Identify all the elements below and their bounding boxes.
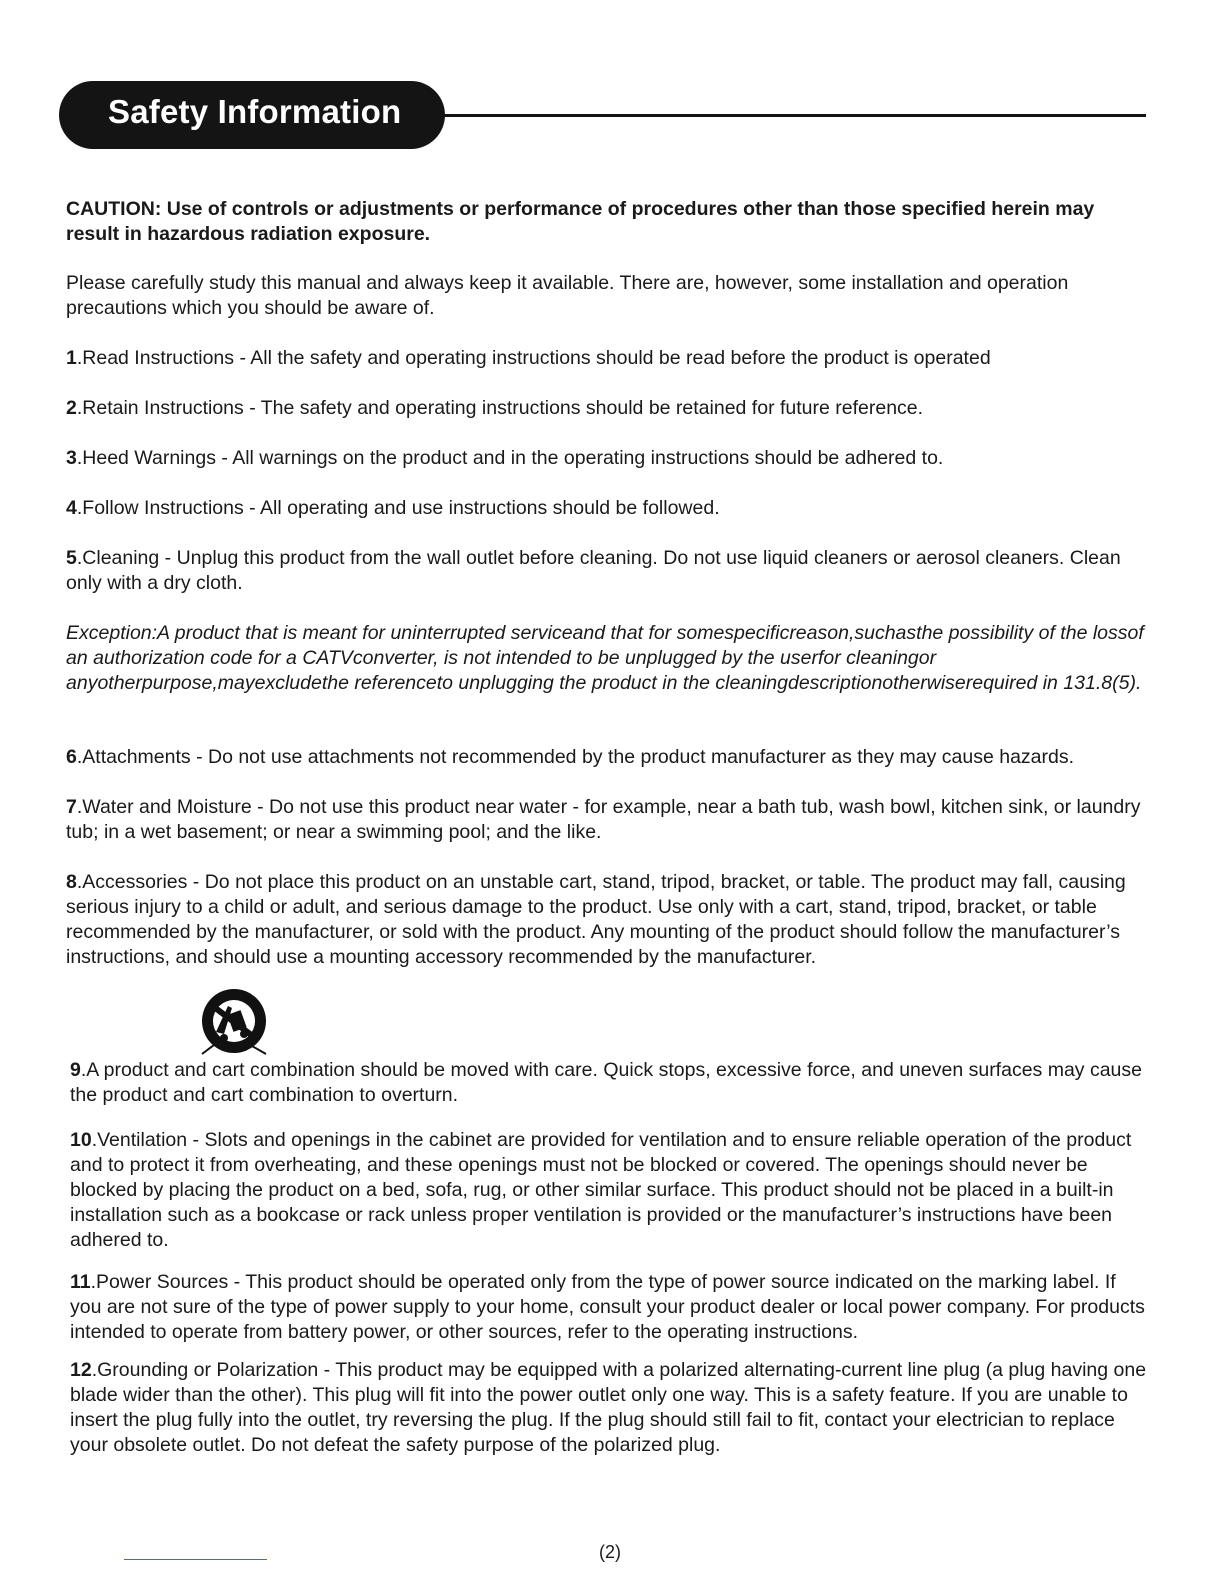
list-item	[70, 1128, 1148, 1253]
item-number: 2	[66, 397, 77, 419]
item-text: .Grounding or Polarization - This product may be equipped with a polarized alternating-current line plug (a plug having one blade wider than the other). This plug will fit into the power outlet only one way. This is a safety feature. If you are unable to insert the plug fully into the outlet, try reversing the plug. If the plug should still fail to fit, contact your electrician to replace your obsolete outlet. Do not defeat the safety purpose of the polarized plug.	[70, 1359, 1147, 1456]
item-number: 4	[66, 497, 77, 519]
item-number: 8	[66, 871, 77, 893]
list-item	[66, 870, 1148, 970]
item-text: .Power Sources - This product should be operated only from the type of power source indicated on the marking label. If you are not sure of the type of power supply to your home, consult your product dealer or local power company. For products intended to operate from battery power, or other sources, refer to the operating instructions.	[70, 1271, 1145, 1343]
item-text: .A product and cart combination should be moved with care. Quick stops, excessive force, and uneven surfaces may cause the product and cart combination to overturn.	[70, 1059, 1143, 1106]
item-number: 5	[66, 547, 77, 569]
item-number: 10	[70, 1129, 92, 1151]
item-number: 3	[66, 447, 77, 469]
list-item	[66, 396, 1148, 421]
item-text: .Read Instructions - All the safety and operating instructions should be read before the product is operated	[76, 347, 991, 369]
header-rule	[440, 114, 1146, 117]
cart-warning-icon	[188, 988, 280, 1058]
list-item	[66, 496, 1148, 521]
item-text: .Accessories - Do not place this product on an unstable cart, stand, tripod, bracket, or table. The product may fall, causing serious injury to a child or adult, and serious damage to the product. Use only with a cart, stand, tripod, bracket, or table recommended by the manufacturer, or sold with the product. Any mounting of the product should follow the manufacturer’s instructions, and should use a mounting accessory recommended by the manufacturer.	[66, 871, 1126, 968]
list-item	[70, 1358, 1148, 1458]
list-item	[66, 795, 1148, 845]
section-title: Safety Information	[108, 93, 402, 130]
item-text: .Ventilation - Slots and openings in the cabinet are provided for ventilation and to ensure reliable operation of the product and to protect it from overheating, and these openings must not be blocked or covered. The openings should never be blocked by placing the product on a bed, sofa, rug, or other similar surface. This product should not be placed in a built-in installation such as a bookcase or rack unless proper ventilation is provided or the manufacturer’s instructions have been adhered to.	[70, 1129, 1132, 1251]
item-number: 12	[70, 1359, 92, 1381]
footer-rule	[124, 1559, 267, 1560]
intro-paragraph: Please carefully study this manual and always keep it available. There are, however, some installation and operation precautions which you should be aware of.	[66, 272, 1069, 319]
item-number: 1	[66, 347, 77, 369]
item-text: .Follow Instructions - All operating and use instructions should be followed.	[76, 497, 720, 519]
item-number: 9	[70, 1059, 81, 1081]
list-item	[66, 745, 1148, 770]
list-item	[66, 446, 1148, 471]
item-text: .Retain Instructions - The safety and operating instructions should be retained for future reference.	[76, 397, 924, 419]
caution-notice: CAUTION: Use of controls or adjustments or performance of procedures other than those specified herein may result in hazardous radiation exposure.	[66, 198, 1095, 245]
item-number: 6	[66, 746, 77, 768]
item-number: 7	[66, 796, 77, 818]
item-text: .Water and Moisture - Do not use this product near water - for example, near a bath tub, wash bowl, kitchen sink, or laundry tub; in a wet basement; or near a swimming pool; and the like.	[66, 796, 1141, 843]
item-text: .Heed Warnings - All warnings on the product and in the operating instructions should be adhered to.	[76, 447, 944, 469]
exception-note: Exception:A product that is meant for uninterrupted serviceand that for somespecificreason,suchasthe possibility of the lossof an authorization code for a CATVconverter, is not intended to be unplugged by the userfor cleaningor anyotherpurpose,mayexcludethe referenceto unplugging the product in the cleaningdescriptionotherwiserequired in 131.8(5).	[66, 622, 1144, 694]
list-item	[66, 346, 1148, 371]
page-number: (2)	[599, 1542, 621, 1562]
item-text: .Attachments - Do not use attachments not recommended by the product manufacturer as they may cause hazards.	[76, 746, 1075, 768]
list-item	[66, 546, 1148, 596]
item-text: .Cleaning - Unplug this product from the wall outlet before cleaning. Do not use liquid cleaners or aerosol cleaners. Clean only with a dry cloth.	[66, 547, 1121, 594]
list-item	[70, 1058, 1148, 1108]
list-item	[70, 1270, 1148, 1345]
item-number: 11	[70, 1271, 91, 1293]
